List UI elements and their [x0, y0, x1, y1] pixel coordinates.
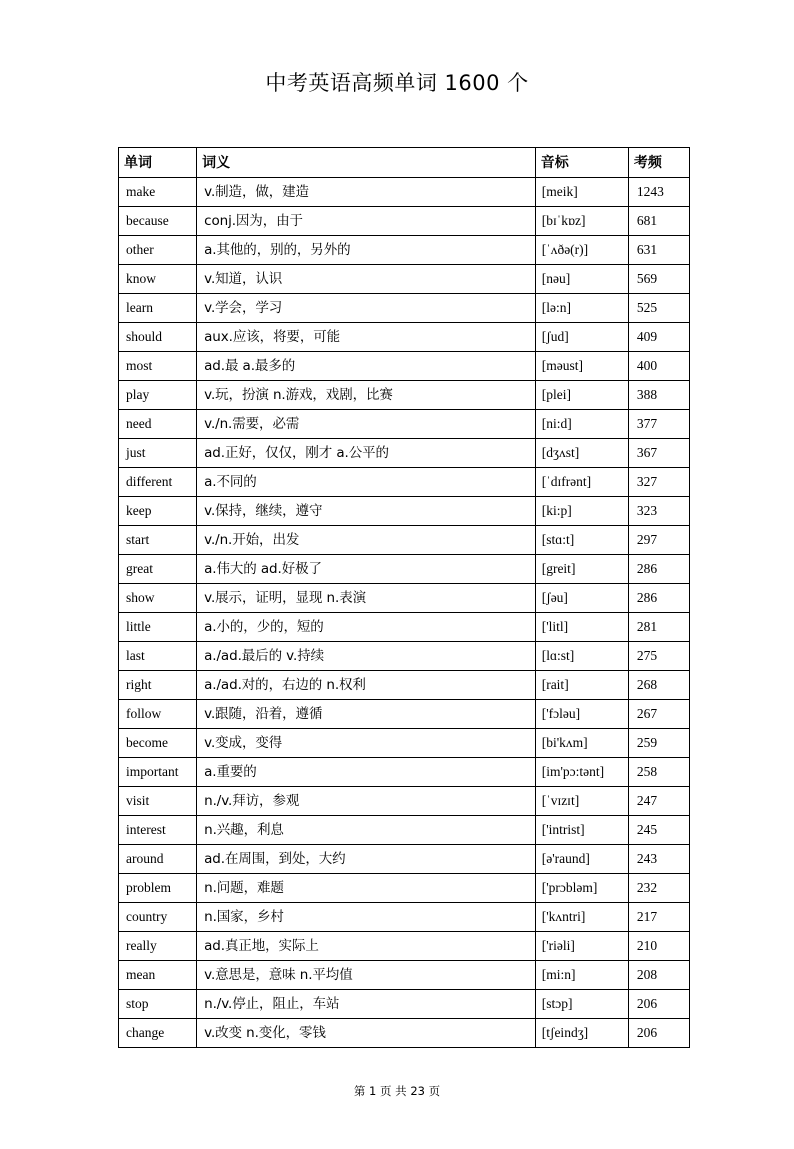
cell-definition: v.玩，扮演 n.游戏，戏剧，比赛: [197, 381, 536, 410]
table-header: [119, 148, 690, 178]
cell-frequency: 286: [628, 555, 689, 584]
cell-definition: ad.在周围，到处，大约: [197, 845, 536, 874]
table-row: [119, 526, 690, 555]
cell-pronunciation: [plei]: [535, 381, 628, 410]
cell-pronunciation: ['prɔbləm]: [535, 874, 628, 903]
cell-definition: v.保持，继续，遵守: [197, 497, 536, 526]
column-header-word: 单词: [119, 148, 197, 178]
cell-definition: conj.因为，由于: [197, 207, 536, 236]
cell-frequency: 247: [628, 787, 689, 816]
cell-word: different: [119, 468, 197, 497]
cell-pronunciation: [ʃud]: [535, 323, 628, 352]
cell-definition: a.不同的: [197, 468, 536, 497]
cell-word: keep: [119, 497, 197, 526]
table-row: [119, 642, 690, 671]
cell-pronunciation: [ˈʌðə(r)]: [535, 236, 628, 265]
cell-pronunciation: [ki:p]: [535, 497, 628, 526]
cell-pronunciation: [ˈdɪfrənt]: [535, 468, 628, 497]
cell-frequency: 259: [628, 729, 689, 758]
table-row: [119, 497, 690, 526]
cell-frequency: 268: [628, 671, 689, 700]
cell-definition: v.展示，证明，显现 n.表演: [197, 584, 536, 613]
table-row: [119, 381, 690, 410]
table-body: [119, 178, 690, 1048]
cell-word: start: [119, 526, 197, 555]
table-row: [119, 323, 690, 352]
cell-pronunciation: [rait]: [535, 671, 628, 700]
cell-frequency: 1243: [628, 178, 689, 207]
cell-pronunciation: [lə:n]: [535, 294, 628, 323]
table-row: [119, 468, 690, 497]
table-row: [119, 294, 690, 323]
cell-pronunciation: [ʃəu]: [535, 584, 628, 613]
table-row: [119, 787, 690, 816]
cell-definition: a./ad.对的，右边的 n.权利: [197, 671, 536, 700]
cell-word: other: [119, 236, 197, 265]
cell-frequency: 286: [628, 584, 689, 613]
cell-word: should: [119, 323, 197, 352]
cell-pronunciation: [bɪˈkɒz]: [535, 207, 628, 236]
cell-word: really: [119, 932, 197, 961]
table-row: [119, 903, 690, 932]
table-row: [119, 207, 690, 236]
table-row: [119, 932, 690, 961]
cell-frequency: 327: [628, 468, 689, 497]
table-row: [119, 178, 690, 207]
cell-word: visit: [119, 787, 197, 816]
table-row: [119, 845, 690, 874]
cell-definition: n.兴趣，利息: [197, 816, 536, 845]
cell-frequency: 409: [628, 323, 689, 352]
cell-frequency: 525: [628, 294, 689, 323]
table-row: [119, 410, 690, 439]
cell-definition: a./ad.最后的 v.持续: [197, 642, 536, 671]
table-row: [119, 729, 690, 758]
cell-word: country: [119, 903, 197, 932]
vocabulary-table-container: [118, 147, 690, 1048]
cell-frequency: 681: [628, 207, 689, 236]
cell-pronunciation: [nəu]: [535, 265, 628, 294]
cell-definition: v.改变 n.变化，零钱: [197, 1019, 536, 1048]
table-row: [119, 990, 690, 1019]
cell-word: make: [119, 178, 197, 207]
cell-definition: a.伟大的 ad.好极了: [197, 555, 536, 584]
cell-pronunciation: [mi:n]: [535, 961, 628, 990]
cell-frequency: 297: [628, 526, 689, 555]
table-row: [119, 700, 690, 729]
cell-frequency: 275: [628, 642, 689, 671]
cell-frequency: 208: [628, 961, 689, 990]
table-row: [119, 1019, 690, 1048]
cell-definition: v.意思是，意味 n.平均值: [197, 961, 536, 990]
cell-word: follow: [119, 700, 197, 729]
cell-definition: v.制造，做，建造: [197, 178, 536, 207]
cell-definition: v.变成，变得: [197, 729, 536, 758]
cell-pronunciation: [ˈvɪzɪt]: [535, 787, 628, 816]
cell-word: know: [119, 265, 197, 294]
table-row: [119, 874, 690, 903]
cell-word: change: [119, 1019, 197, 1048]
cell-frequency: 206: [628, 1019, 689, 1048]
table-row: [119, 352, 690, 381]
cell-pronunciation: [stɑ:t]: [535, 526, 628, 555]
cell-definition: v.知道，认识: [197, 265, 536, 294]
cell-frequency: 400: [628, 352, 689, 381]
cell-pronunciation: [məust]: [535, 352, 628, 381]
page-number-footer: 第 1 页 共 23 页: [353, 1084, 441, 1098]
vocabulary-table: [118, 147, 690, 1048]
cell-frequency: 281: [628, 613, 689, 642]
cell-word: just: [119, 439, 197, 468]
cell-word: because: [119, 207, 197, 236]
cell-word: need: [119, 410, 197, 439]
cell-definition: ad.真正地，实际上: [197, 932, 536, 961]
cell-word: show: [119, 584, 197, 613]
cell-definition: n./v.停止，阻止，车站: [197, 990, 536, 1019]
cell-word: play: [119, 381, 197, 410]
table-row: [119, 439, 690, 468]
table-row: [119, 961, 690, 990]
cell-pronunciation: ['kʌntri]: [535, 903, 628, 932]
cell-definition: n.问题，难题: [197, 874, 536, 903]
cell-pronunciation: [meik]: [535, 178, 628, 207]
table-row: [119, 613, 690, 642]
cell-frequency: 323: [628, 497, 689, 526]
cell-frequency: 245: [628, 816, 689, 845]
cell-word: right: [119, 671, 197, 700]
cell-definition: v./n.需要，必需: [197, 410, 536, 439]
cell-definition: n./v.拜访，参观: [197, 787, 536, 816]
cell-word: great: [119, 555, 197, 584]
table-row: [119, 236, 690, 265]
cell-word: around: [119, 845, 197, 874]
cell-frequency: 243: [628, 845, 689, 874]
cell-pronunciation: ['fɔləu]: [535, 700, 628, 729]
cell-pronunciation: [greit]: [535, 555, 628, 584]
cell-word: last: [119, 642, 197, 671]
cell-pronunciation: [tʃeindʒ]: [535, 1019, 628, 1048]
cell-frequency: 367: [628, 439, 689, 468]
cell-pronunciation: [dʒʌst]: [535, 439, 628, 468]
cell-definition: n.国家，乡村: [197, 903, 536, 932]
cell-definition: v./n.开始，出发: [197, 526, 536, 555]
table-row: [119, 584, 690, 613]
cell-word: mean: [119, 961, 197, 990]
cell-definition: a.重要的: [197, 758, 536, 787]
cell-definition: ad.最 a.最多的: [197, 352, 536, 381]
cell-word: little: [119, 613, 197, 642]
cell-pronunciation: ['litl]: [535, 613, 628, 642]
cell-pronunciation: ['intrist]: [535, 816, 628, 845]
cell-frequency: 217: [628, 903, 689, 932]
column-header-definition: 词义: [197, 148, 536, 178]
cell-frequency: 232: [628, 874, 689, 903]
table-header-row: [119, 148, 690, 178]
cell-definition: a.小的，少的，短的: [197, 613, 536, 642]
cell-word: interest: [119, 816, 197, 845]
table-row: [119, 758, 690, 787]
cell-definition: v.跟随，沿着，遵循: [197, 700, 536, 729]
page-title: 中考英语高频单词 1600 个: [265, 71, 529, 95]
column-header-frequency: 考频: [628, 148, 689, 178]
cell-definition: a.其他的，别的，另外的: [197, 236, 536, 265]
cell-frequency: 631: [628, 236, 689, 265]
column-header-pronunciation: 音标: [535, 148, 628, 178]
table-row: [119, 671, 690, 700]
cell-word: most: [119, 352, 197, 381]
cell-definition: ad.正好，仅仅，刚才 a.公平的: [197, 439, 536, 468]
cell-frequency: 569: [628, 265, 689, 294]
cell-frequency: 388: [628, 381, 689, 410]
cell-frequency: 267: [628, 700, 689, 729]
cell-pronunciation: [ni:d]: [535, 410, 628, 439]
table-row: [119, 816, 690, 845]
cell-frequency: 206: [628, 990, 689, 1019]
cell-frequency: 258: [628, 758, 689, 787]
cell-word: become: [119, 729, 197, 758]
cell-pronunciation: ['riəli]: [535, 932, 628, 961]
cell-pronunciation: [stɔp]: [535, 990, 628, 1019]
cell-word: problem: [119, 874, 197, 903]
cell-frequency: 377: [628, 410, 689, 439]
cell-pronunciation: [ə'raund]: [535, 845, 628, 874]
cell-pronunciation: [im'pɔ:tənt]: [535, 758, 628, 787]
cell-pronunciation: [lɑ:st]: [535, 642, 628, 671]
cell-pronunciation: [bi'kʌm]: [535, 729, 628, 758]
cell-word: stop: [119, 990, 197, 1019]
table-row: [119, 555, 690, 584]
cell-definition: v.学会，学习: [197, 294, 536, 323]
table-row: [119, 265, 690, 294]
cell-word: important: [119, 758, 197, 787]
cell-definition: aux.应该，将要，可能: [197, 323, 536, 352]
cell-word: learn: [119, 294, 197, 323]
cell-frequency: 210: [628, 932, 689, 961]
